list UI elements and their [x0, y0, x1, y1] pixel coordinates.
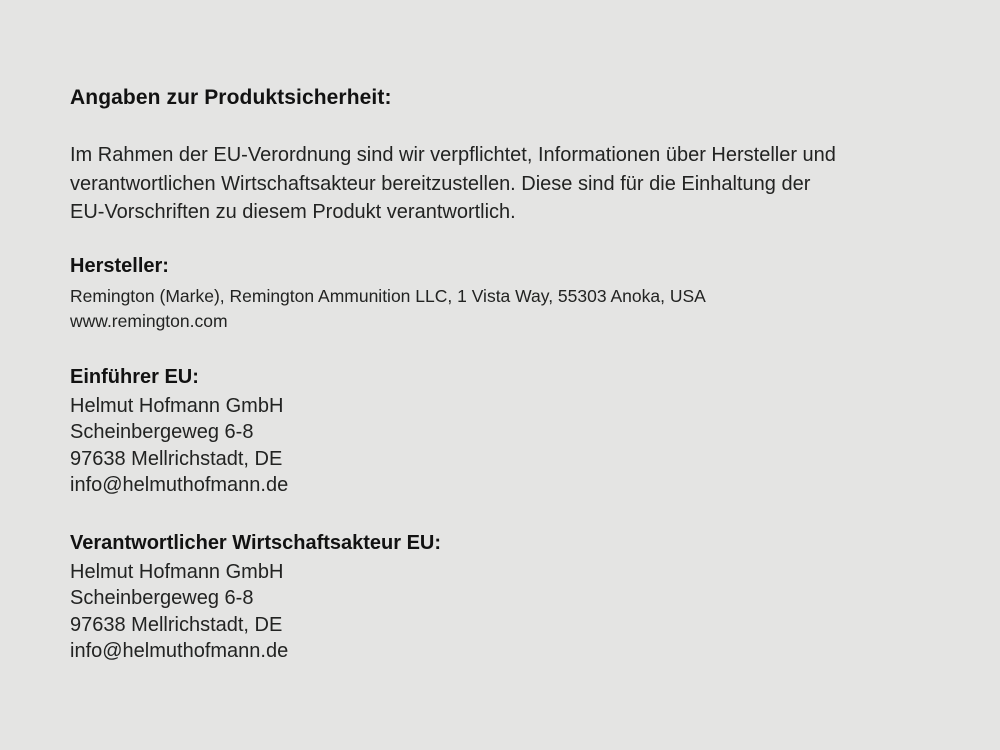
- manufacturer-section: [70, 254, 950, 334]
- importer-section: [70, 365, 950, 499]
- importer-label: Einführer EU:: [70, 365, 199, 388]
- importer-city: 97638 Mellrichstadt, DE: [70, 447, 283, 470]
- importer-email: info@helmuthofmann.de: [70, 474, 289, 496]
- intro-line: Im Rahmen der EU-Verordnung sind wir verpflichtet, Informationen über Hersteller und: [70, 144, 836, 166]
- intro-paragraph: [70, 141, 950, 227]
- importer-street: Scheinbergeweg 6-8: [70, 421, 254, 443]
- responsible-actor-email: info@helmuthofmann.de: [70, 640, 289, 662]
- responsible-actor-section: [70, 531, 950, 665]
- manufacturer-website: www.remington.com: [70, 310, 228, 331]
- manufacturer-label: Hersteller:: [70, 254, 169, 277]
- responsible-actor-label: Verantwortlicher Wirtschaftsakteur EU:: [70, 531, 442, 554]
- product-safety-heading: Angaben zur Produktsicherheit:: [70, 86, 392, 109]
- responsible-actor-street: Scheinbergeweg 6-8: [70, 587, 254, 609]
- responsible-actor-company: Helmut Hofmann GmbH: [70, 560, 284, 583]
- intro-line: EU-Vorschriften zu diesem Produkt verantwortlich.: [70, 201, 516, 223]
- manufacturer-name-address: Remington (Marke), Remington Ammunition LLC, 1 Vista Way, 55303 Anoka, USA: [70, 285, 706, 306]
- intro-line: verantwortlichen Wirtschaftsakteur bereitzustellen. Diese sind für die Einhaltung der: [70, 172, 811, 195]
- responsible-actor-city: 97638 Mellrichstadt, DE: [70, 613, 283, 636]
- importer-company: Helmut Hofmann GmbH: [70, 394, 284, 417]
- product-safety-info: [70, 86, 950, 665]
